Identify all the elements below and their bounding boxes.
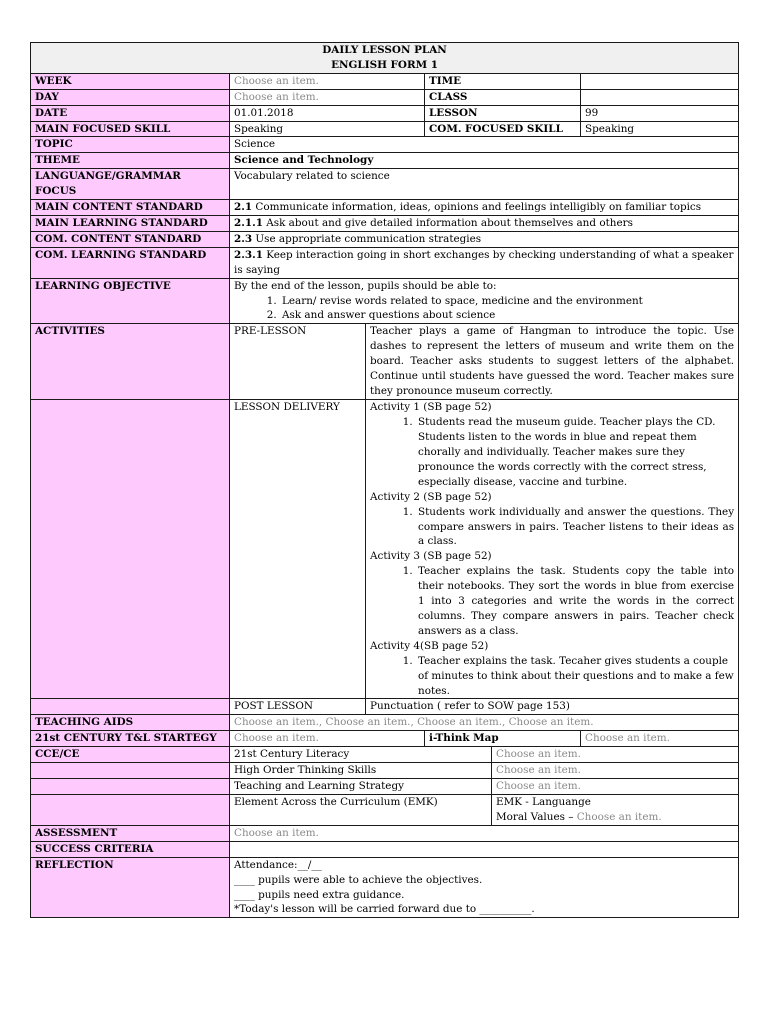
table-row: [31, 324, 739, 400]
table-row: [31, 247, 739, 278]
cce-label: CCE/CE: [31, 747, 230, 763]
theme-label: THEME: [31, 153, 230, 169]
com-content-label: COM. CONTENT STANDARD: [31, 231, 230, 247]
activity-1-list: [370, 415, 734, 490]
activity-4-title: Activity 4(SB page 52): [370, 639, 489, 652]
grammar-focus-value[interactable]: Vocabulary related to science: [230, 169, 739, 200]
list-item: 1. Students work individually and answer the questions. They compare answers in pairs. Teacher listens to their ideas as a class.: [416, 505, 734, 550]
day-label: DAY: [31, 89, 230, 105]
main-skill-value[interactable]: Speaking: [230, 121, 425, 137]
class-value[interactable]: [581, 89, 739, 105]
date-label: DATE: [31, 105, 230, 121]
moral-values-dropdown[interactable]: Choose an item.: [576, 810, 662, 823]
cce-label-spacer: [31, 763, 230, 779]
table-row: [31, 747, 739, 763]
table-row: [31, 763, 739, 779]
main-content-label: MAIN CONTENT STANDARD: [31, 200, 230, 216]
lesson-delivery-cell[interactable]: [366, 400, 739, 699]
week-label: WEEK: [31, 73, 230, 89]
activity-3-title: Activity 3 (SB page 52): [370, 550, 492, 563]
day-dropdown[interactable]: Choose an item.: [230, 89, 425, 105]
table-row: [31, 73, 739, 89]
cce-tls-dropdown[interactable]: Choose an item.: [492, 778, 739, 794]
table-row: [31, 400, 739, 699]
assessment-label: ASSESSMENT: [31, 825, 230, 841]
reflection-label: REFLECTION: [31, 857, 230, 918]
table-row: [31, 778, 739, 794]
objective-cell[interactable]: [230, 278, 739, 324]
ithink-dropdown[interactable]: Choose an item.: [581, 731, 739, 747]
table-row: [31, 278, 739, 324]
list-item: 1. Teacher explains the task. Tecaher gives students a couple of minutes to think about their questions and to make a few notes.: [416, 654, 734, 699]
grammar-focus-label: LANGUANGE/GRAMMAR FOCUS: [31, 169, 230, 200]
cce-hots-dropdown[interactable]: Choose an item.: [492, 763, 739, 779]
table-row: [31, 200, 739, 216]
list-item: 2. Ask and answer questions about science: [280, 308, 734, 323]
reflection-cell[interactable]: [230, 857, 739, 918]
com-content-code: 2.3: [234, 232, 253, 245]
list-item: 1. Teacher explains the task. Students copy the table into their notebooks. They sort the words in blue from exercise 1 into 3 categories and write the words in the correct columns. They compare answers in pairs. Teacher check answers as a class.: [416, 564, 734, 639]
table-row: [31, 121, 739, 137]
ithink-label: i-Think Map: [425, 731, 581, 747]
activity-3-list: [370, 564, 734, 639]
pre-lesson-text[interactable]: Teacher plays a game of Hangman to introduce the topic. Use dashes to represent the letters of museum and write them on the board. Teacher asks students to suggest letters of the alphabet. Continue until students have guessed the word. Teacher makes sure they pronounce museum correctly.: [366, 324, 739, 400]
cce-emk-label: Element Across the Curriculum (EMK): [230, 794, 492, 825]
table-row: [31, 699, 739, 715]
time-value[interactable]: [581, 73, 739, 89]
header-subtitle: ENGLISH FORM 1: [331, 58, 438, 71]
objective-label: LEARNING OBJECTIVE: [31, 278, 230, 324]
table-row: [31, 89, 739, 105]
header-title: DAILY LESSON PLAN: [322, 44, 447, 56]
cce-tls-label: Teaching and Learning Strategy: [230, 778, 492, 794]
reflection-guidance: ____ pupils need extra guidance.: [234, 888, 405, 901]
cce-literacy-label: 21st Century Literacy: [230, 747, 492, 763]
activity-1-title: Activity 1 (SB page 52): [370, 401, 492, 414]
com-learning-text: Keep interaction going in short exchanges by checking understanding of what a speaker is saying: [234, 248, 734, 276]
activities-label: ACTIVITIES: [31, 324, 230, 400]
cce-moral-values: [496, 810, 734, 825]
main-learning-label: MAIN LEARNING STANDARD: [31, 215, 230, 231]
table-row: [31, 841, 739, 857]
table-row: [31, 137, 739, 153]
reflection-achieved: ____ pupils were able to achieve the objectives.: [234, 873, 483, 886]
theme-value[interactable]: Science and Technology: [230, 153, 739, 169]
strategy-dropdown[interactable]: Choose an item.: [230, 731, 425, 747]
lesson-value[interactable]: 99: [581, 105, 739, 121]
com-skill-label: COM. FOCUSED SKILL: [425, 121, 581, 137]
com-learning-code: 2.3.1: [234, 248, 263, 261]
cce-emk-value: EMK - Languange: [496, 795, 591, 808]
main-content-text: Communicate information, ideas, opinions and feelings intelligibly on familiar topics: [252, 201, 702, 214]
table-row: [31, 731, 739, 747]
objective-intro: By the end of the lesson, pupils should be able to:: [234, 279, 497, 292]
table-row: [31, 169, 739, 200]
activities-label-spacer: [31, 400, 230, 699]
com-content-text: Use appropriate communication strategies: [252, 232, 482, 245]
com-content-value[interactable]: [230, 231, 739, 247]
com-learning-value[interactable]: [230, 247, 739, 278]
table-row: [31, 153, 739, 169]
post-lesson-label: POST LESSON: [230, 699, 366, 715]
topic-value[interactable]: Science: [230, 137, 739, 153]
table-row: [31, 215, 739, 231]
lesson-delivery-label: LESSON DELIVERY: [230, 400, 366, 699]
lesson-plan-table: [30, 42, 739, 918]
reflection-carried: *Today's lesson will be carried forward due to __________.: [234, 903, 535, 916]
teaching-aids-label: TEACHING AIDS: [31, 715, 230, 731]
main-learning-text: Ask about and give detailed information about themselves and others: [262, 216, 633, 229]
pre-lesson-label: PRE-LESSON: [230, 324, 366, 400]
lesson-plan-sheet: [30, 42, 738, 918]
list-item: 1. Students read the museum guide. Teacher plays the CD. Students listen to the words in blue and repeat them chorally and individually. Teacher makes sure they pronounce the words correctly with the correct stress, especially disease, vaccine and turbine.: [416, 415, 734, 490]
cce-literacy-dropdown[interactable]: Choose an item.: [492, 747, 739, 763]
post-lesson-text[interactable]: Punctuation ( refer to SOW page 153): [366, 699, 739, 715]
cce-emk-cell[interactable]: [492, 794, 739, 825]
activity-2-list: [370, 505, 734, 550]
strategy-label: 21st CENTURY T&L STARTEGY: [31, 731, 230, 747]
cce-hots-label: High Order Thinking Skills: [230, 763, 492, 779]
cce-label-spacer: [31, 794, 230, 825]
main-learning-code: 2.1.1: [234, 216, 263, 229]
time-label: TIME: [425, 73, 581, 89]
date-value[interactable]: 01.01.2018: [230, 105, 425, 121]
cce-label-spacer: [31, 778, 230, 794]
header-row: [31, 43, 739, 74]
main-content-value[interactable]: [230, 200, 739, 216]
table-row: [31, 825, 739, 841]
list-item: 1. Learn/ revise words related to space, medicine and the environment: [280, 294, 734, 309]
week-dropdown[interactable]: Choose an item.: [230, 73, 425, 89]
reflection-attendance: Attendance:__/__: [234, 858, 322, 871]
objective-list: [234, 294, 734, 324]
header-cell: [31, 43, 739, 74]
com-learning-label: COM. LEARNING STANDARD: [31, 247, 230, 278]
activities-label-spacer: [31, 699, 230, 715]
activity-2-title: Activity 2 (SB page 52): [370, 490, 492, 503]
success-label: SUCCESS CRITERIA: [31, 841, 230, 857]
topic-label: TOPIC: [31, 137, 230, 153]
com-skill-value[interactable]: Speaking: [581, 121, 739, 137]
class-label: CLASS: [425, 89, 581, 105]
teaching-aids-dropdown[interactable]: Choose an item., Choose an item., Choose an item., Choose an item.: [230, 715, 739, 731]
main-content-code: 2.1: [234, 201, 253, 214]
table-row: [31, 105, 739, 121]
lesson-label: LESSON: [425, 105, 581, 121]
activity-4-list: [370, 654, 734, 699]
table-row: [31, 231, 739, 247]
table-row: [31, 857, 739, 918]
assessment-dropdown[interactable]: Choose an item.: [230, 825, 739, 841]
main-learning-value[interactable]: [230, 215, 739, 231]
table-row: [31, 715, 739, 731]
moral-values-prefix: Moral Values –: [496, 810, 577, 823]
main-skill-label: MAIN FOCUSED SKILL: [31, 121, 230, 137]
table-row: [31, 794, 739, 825]
success-value[interactable]: [230, 841, 739, 857]
